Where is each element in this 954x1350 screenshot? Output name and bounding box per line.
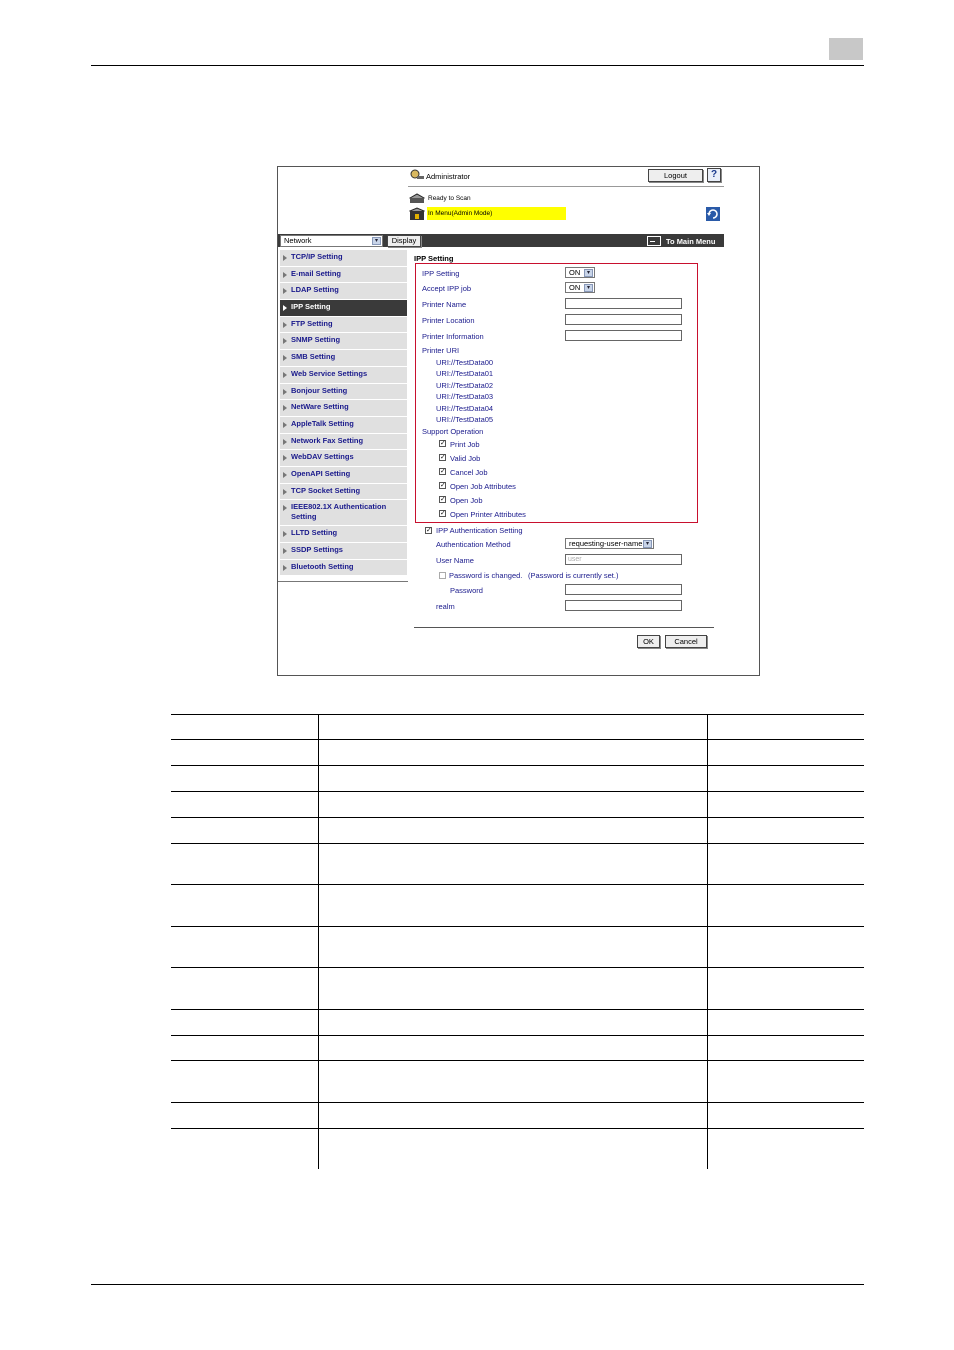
divider	[408, 186, 724, 187]
sidebar-item-lltd[interactable]	[280, 526, 407, 543]
section-title: IPP Setting	[414, 254, 454, 263]
category-select-value: Network	[284, 236, 312, 245]
accept-job-label: Accept IPP job	[422, 284, 472, 293]
table-rule	[171, 714, 864, 715]
cancel-button[interactable]: Cancel	[665, 635, 707, 648]
triangle-right-icon	[283, 338, 287, 344]
sidebar-item-tcpip[interactable]	[280, 250, 407, 267]
sidebar-item-ftp[interactable]	[280, 317, 407, 334]
auth-method-label: Authentication Method	[436, 540, 511, 549]
header-rule	[91, 65, 864, 66]
operation-label: Open Job Attributes	[450, 482, 516, 491]
password-changed-checkbox[interactable]	[439, 572, 446, 579]
sidebar	[280, 250, 407, 576]
table-rule	[171, 884, 864, 885]
chevron-down-icon: ▾	[643, 540, 652, 548]
triangle-right-icon	[283, 439, 287, 445]
sidebar-item-email[interactable]	[280, 267, 407, 284]
print-job-checkbox[interactable]: ✓	[440, 440, 446, 447]
triangle-right-icon	[283, 422, 287, 428]
operation-label: Cancel Job	[450, 468, 488, 477]
status-mode: In Menu(Admin Mode)	[428, 210, 493, 217]
sidebar-item-label: IEEE802.1X Authentication Setting	[291, 502, 387, 522]
uri-item: URI://TestData04	[436, 404, 494, 413]
sidebar-item-label: LDAP Setting	[291, 285, 339, 295]
uri-item: URI://TestData02	[436, 381, 494, 390]
table-rule	[171, 765, 864, 766]
sidebar-item-label: Web Service Settings	[291, 368, 368, 378]
display-button[interactable]: Display	[387, 235, 421, 247]
user-name-value: user	[568, 556, 582, 563]
table-rule	[171, 1128, 864, 1129]
ipp-auth-checkbox[interactable]: ✓	[426, 527, 432, 534]
sidebar-item-web-service[interactable]	[280, 367, 407, 384]
main-menu-icon	[647, 236, 661, 248]
printer-name-input[interactable]	[565, 298, 682, 309]
sidebar-item-webdav[interactable]	[280, 450, 407, 467]
user-name-input[interactable]	[565, 554, 682, 565]
triangle-right-icon	[283, 531, 287, 537]
open-job-checkbox[interactable]: ✓	[440, 496, 446, 503]
printer-information-input[interactable]	[565, 330, 682, 341]
triangle-right-icon	[283, 372, 287, 378]
sidebar-item-label: NetWare Setting	[291, 402, 349, 412]
password-note: (Password is currently set.)	[528, 571, 619, 580]
sidebar-item-network-fax[interactable]	[280, 434, 407, 451]
sidebar-item-label: WebDAV Settings	[291, 452, 354, 462]
logout-button[interactable]: Logout	[648, 169, 703, 182]
password-input[interactable]	[565, 584, 682, 595]
sidebar-item-label: Bluetooth Setting	[291, 561, 354, 571]
help-icon[interactable]: ?	[707, 168, 721, 182]
chevron-down-icon: ▾	[584, 269, 593, 277]
table-rule	[171, 791, 864, 792]
sidebar-item-label: FTP Setting	[291, 318, 333, 328]
triangle-right-icon	[283, 355, 287, 361]
sidebar-item-netware[interactable]	[280, 400, 407, 417]
sidebar-item-label: Network Fax Setting	[291, 435, 364, 445]
sidebar-item-label: TCP/IP Setting	[291, 252, 343, 261]
status-ready: Ready to Scan	[428, 195, 471, 202]
table-rule	[171, 739, 864, 740]
accept-job-value: ON	[569, 283, 581, 292]
printer-name-label: Printer Name	[422, 300, 467, 309]
sidebar-item-ldap[interactable]	[280, 283, 407, 300]
uri-item: URI://TestData00	[436, 358, 494, 367]
sidebar-item-bluetooth[interactable]	[280, 560, 407, 577]
triangle-right-icon	[283, 405, 287, 411]
sidebar-item-appletalk[interactable]	[280, 417, 407, 434]
operation-label: Open Printer Attributes	[450, 510, 526, 519]
sidebar-item-label: SNMP Setting	[291, 335, 341, 345]
sidebar-item-label: Bonjour Setting	[291, 385, 348, 395]
sidebar-item-tcp-socket[interactable]	[280, 484, 407, 501]
admin-label: Administrator	[426, 172, 471, 181]
printer-uri-label: Printer URI	[422, 346, 460, 355]
realm-label: realm	[436, 602, 455, 611]
printer-location-label: Printer Location	[422, 316, 475, 325]
valid-job-checkbox[interactable]: ✓	[440, 454, 446, 461]
printer-status-icon	[409, 207, 425, 223]
sidebar-item-smb[interactable]	[280, 350, 407, 367]
accept-job-select[interactable]	[565, 282, 595, 293]
table-rule	[171, 967, 864, 968]
ipp-setting-select[interactable]	[565, 267, 595, 278]
admin-key-icon	[409, 169, 425, 185]
sidebar-item-label: E-mail Setting	[291, 268, 342, 278]
refresh-icon[interactable]	[706, 207, 720, 223]
triangle-right-icon	[283, 272, 287, 278]
user-name-label: User Name	[436, 556, 474, 565]
table-rule	[171, 1060, 864, 1061]
triangle-right-icon	[283, 489, 287, 495]
triangle-right-icon	[283, 565, 287, 571]
to-main-menu-link[interactable]: To Main Menu	[666, 237, 716, 246]
triangle-right-icon	[283, 389, 287, 395]
page-number-box	[829, 38, 863, 60]
triangle-right-icon	[283, 505, 287, 511]
sidebar-item-bonjour[interactable]	[280, 384, 407, 401]
form-divider	[414, 627, 714, 628]
sidebar-item-ipp[interactable]	[280, 300, 407, 317]
sidebar-item-label: SMB Setting	[291, 352, 336, 362]
triangle-right-icon	[283, 455, 287, 461]
password-label: Password	[450, 586, 483, 595]
ipp-setting-label: IPP Setting	[422, 269, 460, 278]
sidebar-bottom-rule	[278, 581, 408, 582]
operation-label: Open Job	[450, 496, 483, 505]
ipp-auth-label: IPP Authentication Setting	[436, 526, 523, 535]
table-rule	[171, 817, 864, 818]
sidebar-item-label: IPP Setting	[291, 302, 331, 312]
triangle-right-icon	[283, 548, 287, 554]
printer-information-label: Printer Information	[422, 332, 484, 341]
cancel-job-checkbox[interactable]: ✓	[440, 468, 446, 475]
auth-method-select[interactable]	[565, 538, 654, 549]
triangle-right-icon	[283, 322, 287, 328]
sidebar-item-ssdp[interactable]	[280, 543, 407, 560]
table-rule	[171, 1102, 864, 1103]
table-rule	[171, 843, 864, 844]
category-select[interactable]	[280, 235, 383, 247]
ipp-setting-value: ON	[569, 268, 581, 277]
triangle-right-icon	[283, 472, 287, 478]
sidebar-item-snmp[interactable]	[280, 333, 407, 350]
password-changed-label: Password is changed.	[449, 571, 523, 580]
sidebar-item-label: SSDP Settings	[291, 545, 343, 554]
triangle-right-icon	[283, 255, 287, 261]
table-rule	[171, 1009, 864, 1010]
sidebar-item-label: OpenAPI Setting	[291, 468, 351, 478]
sidebar-item-label: AppleTalk Setting	[291, 418, 354, 428]
realm-input[interactable]	[565, 600, 682, 611]
support-operation-label: Support Operation	[422, 427, 484, 436]
table-column-rule	[318, 714, 319, 1169]
chevron-down-icon: ▾	[372, 237, 381, 245]
uri-item: URI://TestData01	[436, 369, 494, 378]
sidebar-item-openapi[interactable]	[280, 467, 407, 484]
scanner-icon	[409, 193, 425, 207]
ipp-setting-screenshot	[277, 166, 760, 676]
triangle-right-icon	[283, 305, 287, 311]
uri-item: URI://TestData03	[436, 392, 494, 401]
uri-item: URI://TestData05	[436, 415, 494, 424]
sidebar-item-label: LLTD Setting	[291, 528, 338, 538]
auth-method-value: requesting-user-name	[569, 539, 643, 548]
open-printer-attributes-checkbox[interactable]: ✓	[440, 510, 446, 517]
sidebar-item-ieee8021x[interactable]	[280, 500, 407, 526]
open-job-attributes-checkbox[interactable]: ✓	[440, 482, 446, 489]
ok-button[interactable]: OK	[637, 635, 660, 648]
table-rule	[171, 926, 864, 927]
sidebar-item-label: TCP Socket Setting	[291, 485, 361, 495]
chevron-down-icon: ▾	[584, 284, 593, 292]
operation-label: Print Job	[450, 440, 480, 449]
table-rule	[171, 1035, 864, 1036]
printer-location-input[interactable]	[565, 314, 682, 325]
triangle-right-icon	[283, 288, 287, 294]
footer-rule	[91, 1284, 864, 1285]
operation-label: Valid Job	[450, 454, 481, 463]
table-column-rule	[707, 714, 708, 1169]
